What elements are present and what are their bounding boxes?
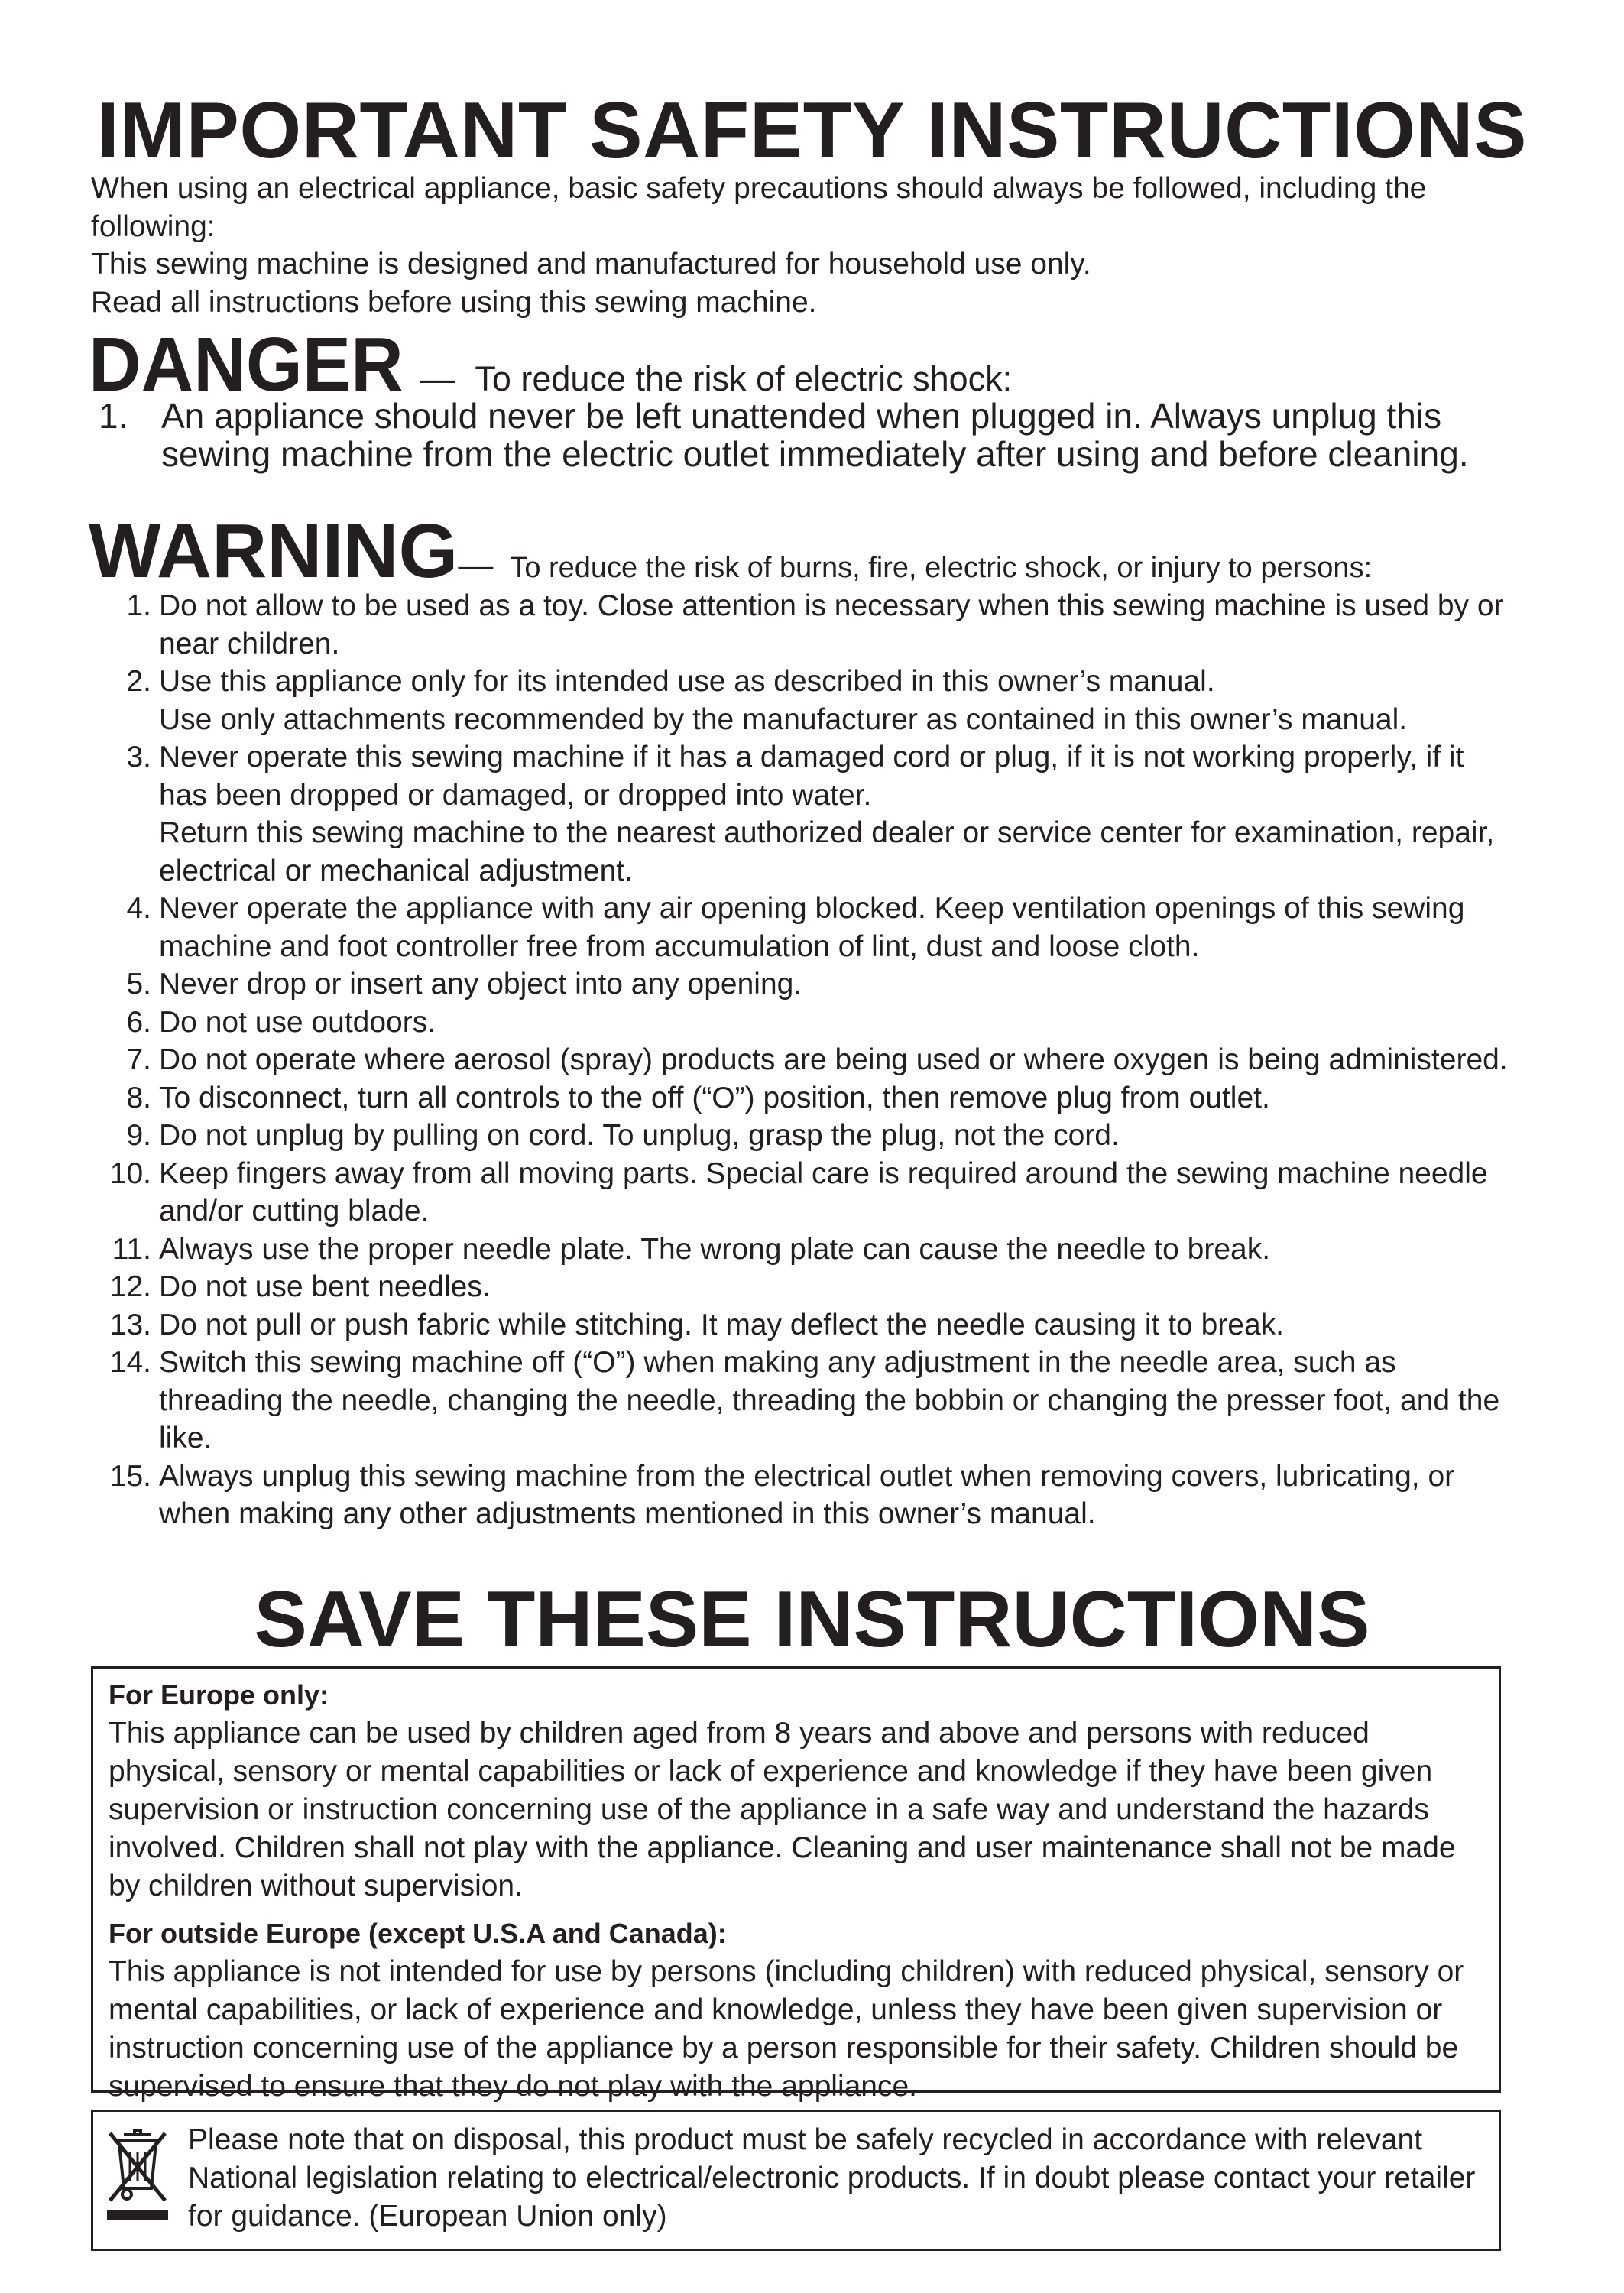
- item-text: Use this appliance only for its intended use as described in this owner’s manual.: [159, 665, 1215, 698]
- item-text: Do not unplug by pulling on cord. To unplug, grasp the plug, not the cord.: [159, 1119, 1120, 1152]
- list-item: [79, 1155, 1520, 1231]
- list-item: [79, 738, 1520, 890]
- save-instructions-title: SAVE THESE INSTRUCTIONS: [254, 1575, 1370, 1664]
- item-number: 4.: [126, 892, 151, 925]
- list-item: [79, 1231, 1520, 1269]
- item-number: 10.: [109, 1156, 151, 1190]
- crossed-out-wheelie-bin-icon: [107, 2129, 168, 2224]
- list-item: [79, 1079, 1520, 1117]
- list-item: [79, 663, 1520, 738]
- item-number: 5.: [126, 968, 151, 1001]
- danger-list: [91, 397, 1512, 473]
- warning-heading: [89, 506, 1372, 596]
- list-item: [79, 965, 1520, 1004]
- outside-europe-text: This appliance is not intended for use by persons (including children) with reduced physical, sensory or mental capabilities, or lack of experience and knowledge, unless they have been given supervision or instruction concerning use of the appliance by a person responsible for their safety. Children should be supervised to ensure that they do not play with the appliance.: [109, 1955, 1464, 2103]
- item-text: To disconnect, turn all controls to the off (“O”) position, then remove plug from outlet.: [159, 1081, 1270, 1114]
- danger-word: DANGER: [89, 322, 404, 407]
- item-text: Do not pull or push fabric while stitching. It may deflect the needle causing it to break.: [159, 1308, 1284, 1341]
- regional-notice-box: [91, 1666, 1501, 2103]
- intro-paragraph: [91, 170, 1528, 321]
- list-item: [79, 1004, 1520, 1042]
- item-text: Never operate the appliance with any air opening blocked. Keep ventilation openings of this sewing machine and foot controller free from accumulation of lint, dust and loose cloth.: [159, 892, 1465, 963]
- list-item: [79, 1041, 1520, 1079]
- item-text: Do not operate where aerosol (spray) products are being used or where oxygen is being administered.: [159, 1043, 1508, 1076]
- item-text: Keep fingers away from all moving parts. Special care is required around the sewing machine needle and/or cutting blade.: [159, 1156, 1488, 1228]
- item-text: Do not use outdoors.: [159, 1005, 436, 1039]
- intro-line: Read all instructions before using this sewing machine.: [91, 285, 817, 319]
- item-text: Switch this sewing machine off (“O”) when making any adjustment in the needle area, such as threading the needle, changing the needle, threading the bobbin or changing the presser foot, and the like.: [159, 1346, 1500, 1455]
- item-number: 1.: [126, 589, 151, 622]
- europe-text: This appliance can be used by children aged from 8 years and above and persons with reduced physical, sensory or mental capabilities or lack of experience and knowledge if they have been given supervision or instruction concerning use of the appliance in a safe way and understand the hazards involved. Children shall not play with the appliance. Cleaning and user maintenance shall not be made by children without supervision.: [109, 1717, 1456, 1902]
- disposal-text: Please note that on disposal, this product must be safely recycled in accordance with relevant National legislation relating to electrical/electronic products. If in doubt please contact your retailer for guidance. (European Union only): [188, 2123, 1476, 2233]
- item-text: Never operate this sewing machine if it has a damaged cord or plug, if it is not working properly, if it has been dropped or damaged, or dropped into water.: [159, 741, 1464, 812]
- disposal-notice-box: [91, 2110, 1501, 2251]
- page-title: IMPORTANT SAFETY INSTRUCTIONS: [96, 86, 1528, 175]
- item-text: An appliance should never be left unattended when plugged in. Always unplug this sewing machine from the electric outlet immediately after using and before cleaning.: [161, 396, 1469, 474]
- item-number: 11.: [112, 1232, 151, 1266]
- outside-europe-heading: For outside Europe (except U.S.A and Canada):: [109, 1918, 727, 1949]
- item-number: 9.: [126, 1119, 151, 1152]
- item-number: 6.: [126, 1005, 151, 1039]
- item-number: 7.: [126, 1043, 151, 1076]
- item-number: 1.: [99, 396, 128, 436]
- item-text: Do not use bent needles.: [159, 1270, 491, 1303]
- list-item: [79, 587, 1520, 663]
- warning-subtitle: To reduce the risk of burns, fire, electric shock, or injury to persons:: [510, 552, 1373, 584]
- item-number: 8.: [126, 1081, 151, 1114]
- item-text: Never drop or insert any object into any opening.: [159, 968, 802, 1001]
- warning-list: [79, 587, 1520, 1533]
- warning-dash: —: [458, 545, 494, 585]
- danger-subtitle: To reduce the risk of electric shock:: [475, 359, 1013, 398]
- item-number: 15.: [109, 1459, 151, 1493]
- item-number: 14.: [109, 1346, 151, 1379]
- item-number: 12.: [109, 1270, 151, 1303]
- list-item: [79, 1458, 1520, 1533]
- item-text: Always unplug this sewing machine from the electrical outlet when removing covers, lubricating, or when making any other adjustments mentioned in this owner’s manual.: [159, 1459, 1455, 1530]
- danger-dash: —: [420, 358, 455, 398]
- list-item: [79, 1306, 1520, 1344]
- intro-line: This sewing machine is designed and manufactured for household use only.: [91, 248, 1091, 281]
- list-item: [79, 890, 1520, 965]
- item-number: 13.: [109, 1308, 151, 1341]
- item-number: 3.: [126, 741, 151, 774]
- item-text: Always use the proper needle plate. The wrong plate can cause the needle to break.: [159, 1232, 1271, 1266]
- list-item: [91, 397, 1512, 473]
- item-text-continued: Return this sewing machine to the nearest authorized dealer or service center for examination, repair, electrical or mechanical adjustment.: [159, 816, 1495, 887]
- list-item: [79, 1268, 1520, 1306]
- list-item: [79, 1117, 1520, 1155]
- intro-line: When using an electrical appliance, basic safety precautions should always be followed, including the following:: [91, 172, 1427, 243]
- item-text-continued: Use only attachments recommended by the manufacturer as contained in this owner’s manual.: [159, 702, 1408, 736]
- item-number: 2.: [126, 665, 151, 698]
- item-text: Do not allow to be used as a toy. Close attention is necessary when this sewing machine is used by or near children.: [159, 589, 1504, 660]
- europe-heading: For Europe only:: [109, 1679, 329, 1711]
- list-item: [79, 1344, 1520, 1458]
- warning-word: WARNING: [89, 508, 459, 594]
